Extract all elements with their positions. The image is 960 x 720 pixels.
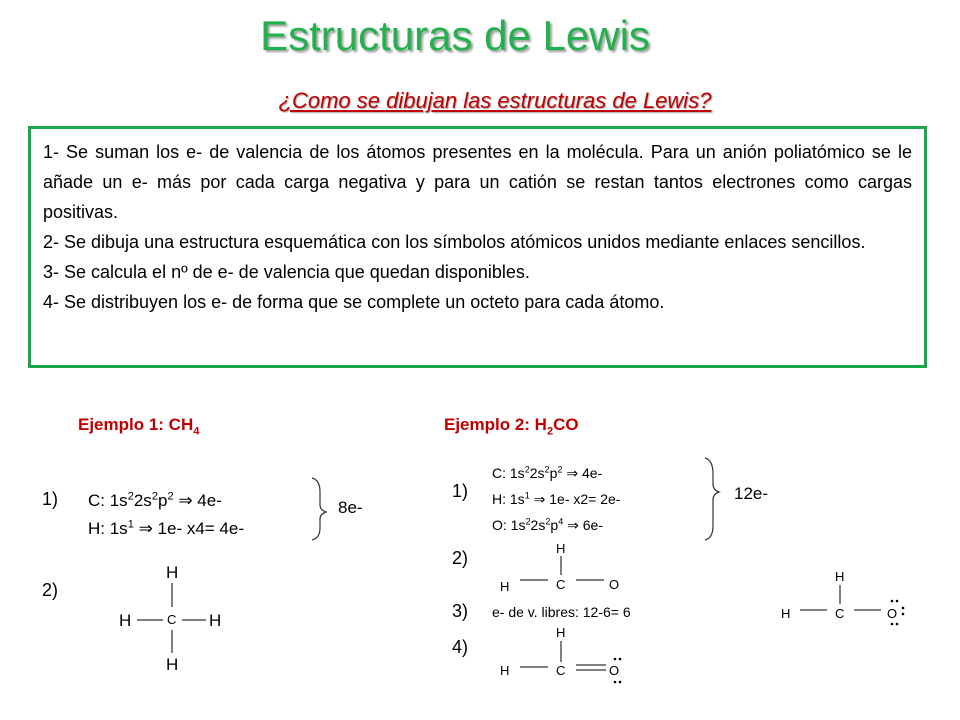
ch4-atom-c: C [167,612,177,627]
h2co-skeleton-o: O [609,577,620,592]
example-2-heading-tail: CO [553,415,579,434]
h2co-skeleton-h-left: H [500,579,510,594]
h2co-step3-o: O [887,606,898,621]
example-1-step-1-label: 1) [42,489,59,509]
step-4: 4- Se distribuyen los e- de forma que se complete un octeto para cada átomo. [43,292,665,312]
example-2-step-4-label: 4) [452,637,469,657]
h2co-final-structure [500,625,621,683]
page-title: Estructuras de Lewis [260,12,650,59]
subtitle: ¿Como se dibujan las estructuras de Lewis? [278,88,712,113]
h2co-final-h-top: H [556,625,566,640]
example-1-config-c: C: $1s^22s^2p^2$ ⇒ 4e- [88,490,222,510]
example-2-step-1-label: 1) [452,481,469,501]
example-2-free-electrons: e- de v. libres: 12-6= 6 [492,604,631,620]
example-2-brace [705,458,719,540]
example-2-heading-text: Ejemplo 2: H [444,415,547,434]
example-1-step-2-label: 2) [42,580,59,600]
step-1: 1- Se suman los e- de valencia de los átomos presentes en la molécula. Para un anión poliatómico se le añade un e- más por cada carga negativa y para un catión se restan tantos electrones como cargas positivas. [43,142,912,222]
step-3: 3- Se calcula el nº de e- de valencia que quedan disponibles. [43,262,530,282]
h2co-final-c: C [556,663,566,678]
example-1-config-h: H: $1s^1$ ⇒ 1e- x4= 4e- [88,518,245,538]
h2co-final-h-left: H [500,663,510,678]
h2co-final-o: O [609,663,620,678]
h2co-skeleton [500,541,619,594]
example-1-brace [312,478,326,540]
example-2-config-h: H: $1s^1$ ⇒ 1e- x2= 2e- [492,490,621,507]
example-1-heading-sub: 4 [193,425,200,438]
h2co-step3-h-top: H [835,569,845,584]
example-2-step-2-label: 2) [452,548,469,568]
ch4-atom-h-right: H [209,611,222,630]
example-1-heading-text: Ejemplo 1: CH [78,415,194,434]
h2co-step3-structure [781,569,904,625]
example-2-config-o: O: $1s^22s^2p^4$ ⇒ 6e- [492,516,603,533]
h2co-skeleton-c: C [556,577,566,592]
ch4-atom-h-bottom: H [166,655,179,674]
example-2-heading-sub: 2 [546,425,554,438]
ch4-atom-h-top: H [166,563,179,582]
example-2-total: 12e- [734,484,769,503]
ch4-atom-h-left: H [119,611,132,630]
h2co-step3-h-left: H [781,606,791,621]
h2co-skeleton-h-top: H [556,541,566,556]
ch4-structure [119,563,221,674]
example-1-total: 8e- [338,498,363,517]
h2co-step3-c: C [835,606,845,621]
example-2-config-c: C: $1s^22s^2p^2$ ⇒ 4e- [492,464,603,481]
example-2-step-3-label: 3) [452,601,469,621]
step-2: 2- Se dibuja una estructura esquemática con los símbolos atómicos unidos mediante enlaces sencillos. [43,232,866,252]
